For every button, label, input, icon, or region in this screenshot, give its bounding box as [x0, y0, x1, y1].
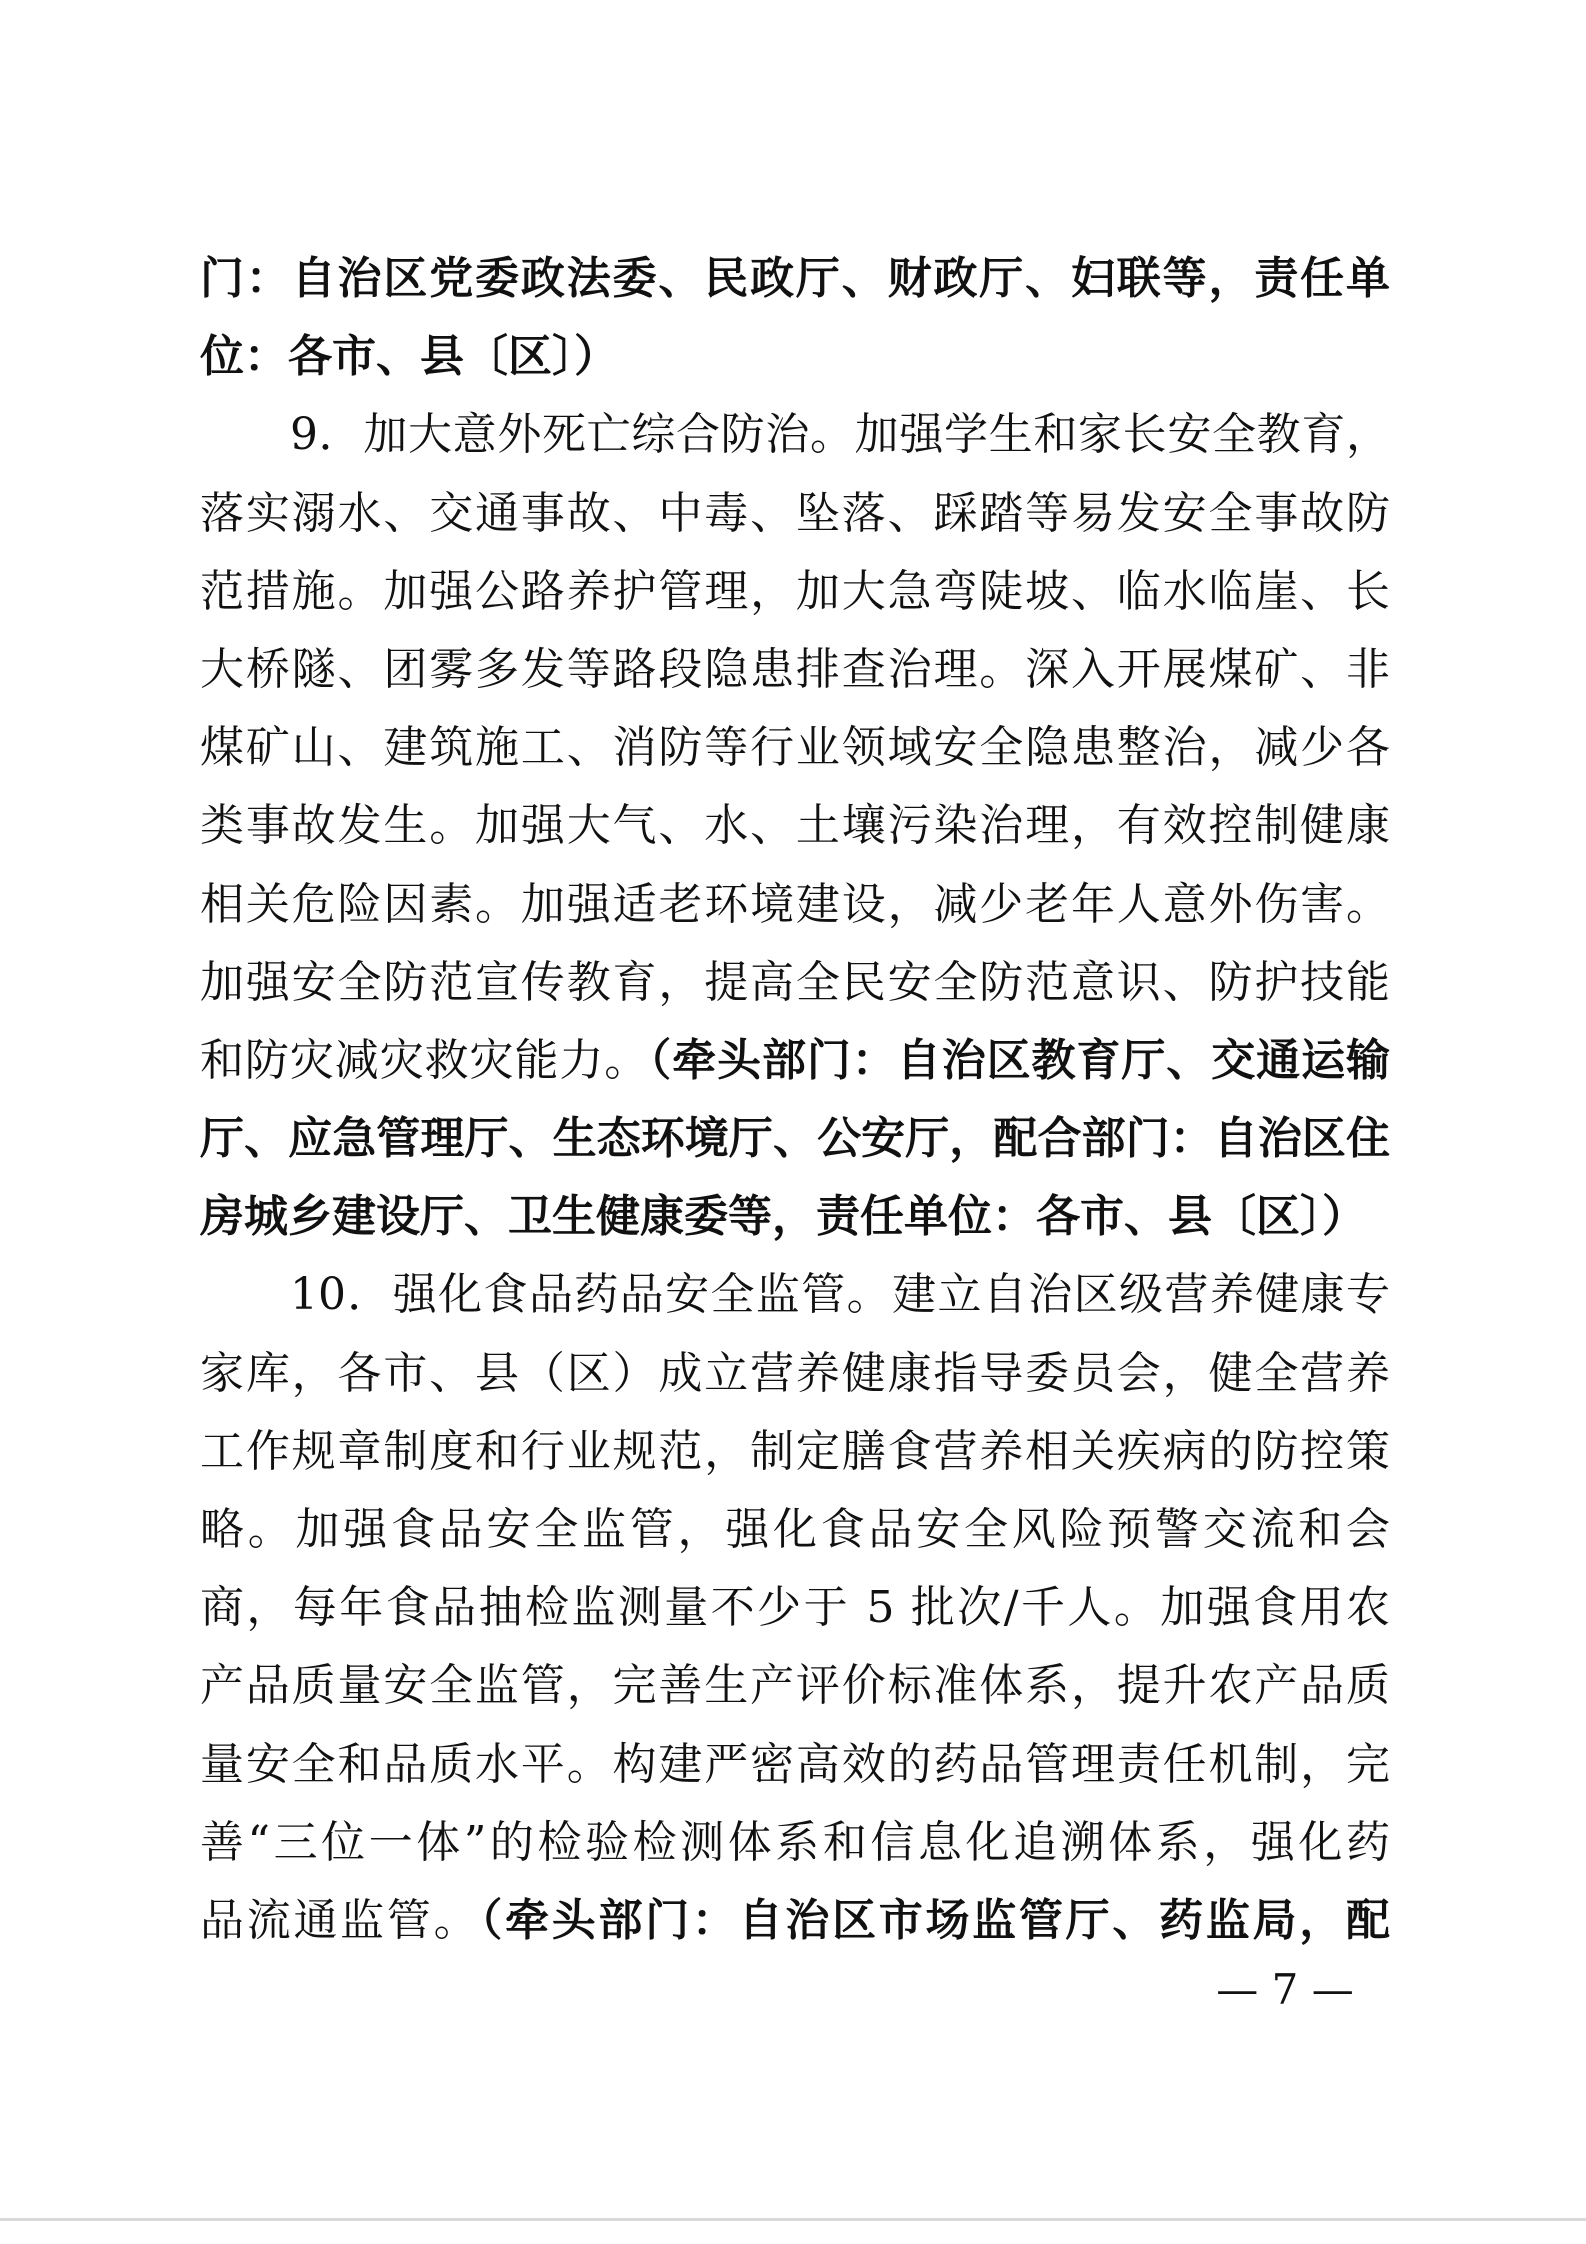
- text-line: [200, 1022, 1390, 1100]
- text-segment: 量安全和品质水平。构建严密高效的药品管理责任机制，完: [200, 1738, 1390, 1790]
- text-segment: 煤矿山、建筑施工、消防等行业领域安全隐患整治，减少各: [200, 722, 1390, 774]
- text-line: [200, 1804, 1390, 1882]
- text-segment: 类事故发生。加强大气、水、土壤污染治理，有效控制健康: [200, 800, 1390, 852]
- text-segment: 大桥隧、团雾多发等路段隐患排查治理。深入开展煤矿、非: [200, 643, 1390, 695]
- text-line: [200, 553, 1390, 631]
- text-line: [200, 1178, 1390, 1256]
- text-segment: 家库，各市、县（区）成立营养健康指导委员会，健全营养: [200, 1347, 1390, 1399]
- text-segment: 10．强化食品药品安全监管。建立自治区级营养健康专: [290, 1269, 1390, 1321]
- text-segment: 位：各市、县〔区〕）: [200, 331, 618, 383]
- text-line: [200, 1491, 1390, 1569]
- body-text: [200, 240, 1390, 1960]
- text-line: [200, 631, 1390, 709]
- text-segment: 产品质量安全监管，完善生产评价标准体系，提升农产品质: [200, 1660, 1390, 1712]
- text-line: [200, 240, 1390, 318]
- text-segment: 房城乡建设厅、卫生健康委等，责任单位：各市、县〔区〕）: [200, 1191, 1366, 1243]
- text-segment: 品流通监管。: [200, 1894, 481, 1946]
- text-segment: 加强安全防范宣传教育，提高全民安全防范意识、防护技能: [200, 956, 1390, 1008]
- text-segment: 落实溺水、交通事故、中毒、坠落、踩踏等易发安全事故防: [200, 487, 1390, 539]
- text-segment: 门：自治区党委政法委、民政厅、财政厅、妇联等，责任单: [200, 253, 1390, 304]
- text-segment: 范措施。加强公路养护管理，加大急弯陡坡、临水临崖、长: [200, 565, 1390, 617]
- text-segment: 相关危险因素。加强适老环境建设，减少老年人意外伤害。: [200, 878, 1390, 930]
- text-line: [200, 1569, 1390, 1647]
- text-line: [200, 1413, 1390, 1491]
- page-number: — 7 —: [1216, 1965, 1354, 2014]
- text-segment: 厅、应急管理厅、生态环境厅、公安厅，配合部门：自治区住: [200, 1113, 1390, 1165]
- text-line: [200, 1882, 1390, 1960]
- text-line: [200, 1647, 1390, 1725]
- text-line: [200, 709, 1390, 787]
- text-line: [200, 1100, 1390, 1178]
- text-segment: 工作规章制度和行业规范，制定膳食营养相关疾病的防控策: [200, 1425, 1390, 1477]
- text-segment: 和防灾减灾救灾能力。: [200, 1034, 650, 1086]
- text-line: [200, 396, 1390, 474]
- text-line: [200, 1335, 1390, 1413]
- text-segment: （牵头部门：自治区教育厅、交通运输: [649, 1034, 1391, 1086]
- text-segment: 略。加强食品安全监管，强化食品安全风险预警交流和会: [200, 1504, 1390, 1555]
- text-segment: 善“三位一体”的检验检测体系和信息化追溯体系，强化药: [200, 1816, 1390, 1868]
- scan-edge-divider: [0, 2218, 1586, 2221]
- text-segment: 商，每年食品抽检监测量不少于 5 批次/千人。加强食用农: [200, 1582, 1390, 1634]
- text-line: [200, 944, 1390, 1022]
- text-line: [200, 1256, 1390, 1334]
- text-line: [200, 1726, 1390, 1804]
- text-line: [200, 787, 1390, 865]
- text-segment: （牵头部门：自治区市场监管厅、药监局，配: [480, 1894, 1391, 1946]
- text-segment: 9．加大意外死亡综合防治。加强学生和家长安全教育，: [290, 409, 1390, 461]
- text-line: [200, 866, 1390, 944]
- text-line: [200, 475, 1390, 553]
- text-line: [200, 318, 1390, 396]
